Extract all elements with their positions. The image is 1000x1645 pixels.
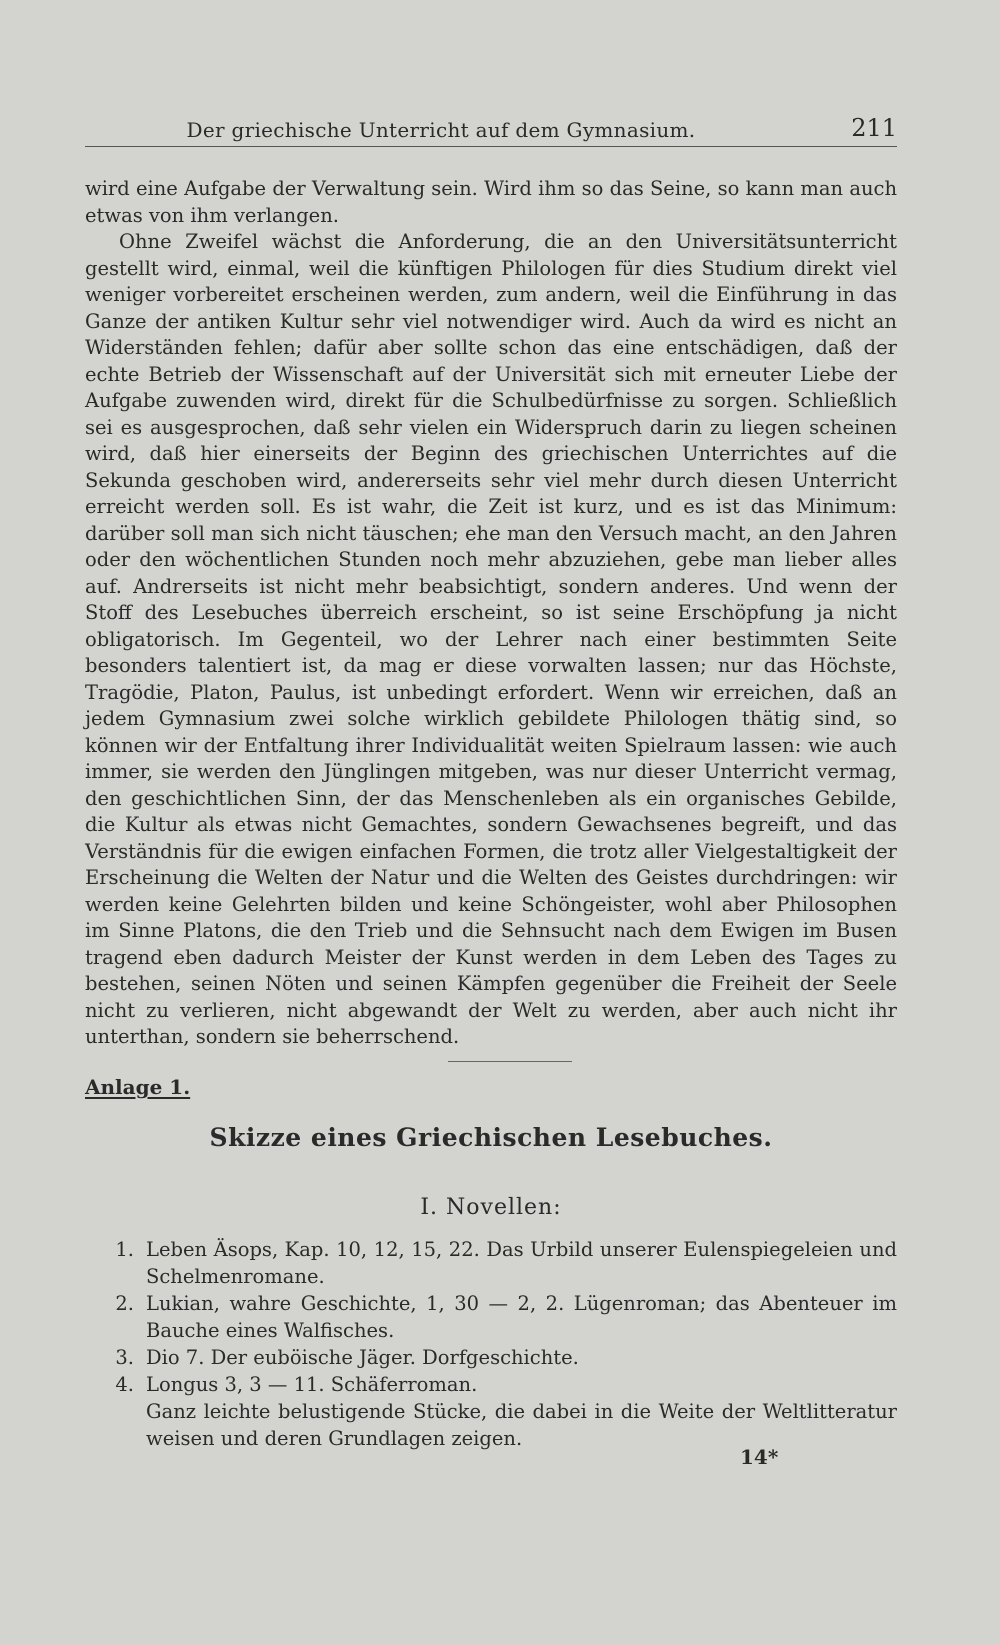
body-text	[85, 176, 897, 1051]
section-heading: I. Novellen:	[420, 1195, 562, 1220]
paragraph: Ohne Zweifel wächst die Anforderung, die an den Universitätsunterricht gestellt wird, einmal, weil die künftigen Philologen für dies Studium direkt viel weniger vorbereitet erscheinen werden, zum andern, weil die Einführung in das Ganze der antiken Kultur sehr viel notwendiger wird. Auch da wird es nicht an Widerständen fehlen; dafür aber sollte schon das eine entschädigen, daß der echte Betrieb der Wissenschaft auf der Universität sich mit erneuter Liebe der Aufgabe zuwenden wird, direkt für die Schulbedürfnisse zu sorgen. Schließlich sei es ausgesprochen, daß sehr vielen ein Widerspruch darin zu liegen scheinen wird, daß hier einerseits der Beginn des griechischen Unterrichtes auf die Sekunda geschoben wird, andererseits sehr viel mehr durch diesen Unterricht erreicht werden soll. Es ist wahr, die Zeit ist kurz, und es ist das Minimum: darüber soll man sich nicht täuschen; ehe man den Versuch macht, an den Jahren oder den wöchentlichen Stunden noch mehr abzuziehen, gebe man lieber alles auf. Andrerseits ist nicht mehr beabsichtigt, sondern anderes. Und wenn der Stoff des Lesebuches überreich erscheint, so ist seine Erschöpfung ja nicht obligatorisch. Im Gegenteil, wo der Lehrer nach einer bestimmten Seite besonders talentiert ist, da mag er diese vorwalten lassen; nur das Höchste, Tragödie, Platon, Paulus, ist unbedingt erfordert. Wenn wir erreichen, daß an jedem Gymnasium zwei solche wirklich gebildete Philologen thätig sind, so können wir der Entfaltung ihrer Individualität weiten Spielraum lassen: wie auch immer, sie werden den Jünglingen mitgeben, was nur dieser Unterricht vermag, den geschichtlichen Sinn, der das Menschenleben als ein organisches Gebilde, die Kultur als etwas nicht Gemachtes, sondern Gewachsenes begreift, und das Verständnis für die ewigen einfachen Formen, die trotz aller Vielgestaltigkeit der Erscheinung die Welten der Natur und die Welten des Geistes durchdringen: wir werden keine Gelehrten bilden und keine Schöngeister, wohl aber Philosophen im Sinne Platons, die den Trieb und die Sehnsucht nach dem Ewigen im Busen tragend eben dadurch Meister der Kunst werden in dem Leben des Tages zu bestehen, seinen Nöten und seinen Kämpfen gegenüber die Freiheit der Seele nicht zu verlieren, nicht abgewandt der Welt zu werden, aber auch nicht ihr unterthan, sondern sie beherrschend.	[85, 230, 897, 1048]
page-number: 211	[851, 114, 897, 142]
list-item	[100, 1290, 897, 1344]
list-item-number: 2.	[115, 1292, 134, 1315]
list-item-text: Leben Äsops, Kap. 10, 12, 15, 22. Das Urbild unserer Eulenspiegeleien und Schelmenromane.	[146, 1238, 897, 1288]
running-head: Der griechische Unterricht auf dem Gymnasium.	[186, 118, 696, 142]
appendix-title: Skizze eines Griechischen Lesebuches.	[209, 1123, 773, 1152]
list-item	[100, 1371, 897, 1398]
list-item	[100, 1344, 897, 1371]
appendix-label: Anlage 1.	[85, 1075, 191, 1099]
page-header	[85, 114, 897, 147]
list-item-number: 1.	[115, 1238, 134, 1261]
paragraph: wird eine Aufgabe der Verwaltung sein. Wird ihm so das Seine, so kann man auch etwas von ihm verlangen.	[85, 177, 897, 227]
list-note: Ganz leichte belustigende Stücke, die dabei in die Weite der Weltlitteratur weisen und deren Grundlagen zeigen.	[146, 1400, 897, 1450]
novellen-list	[100, 1236, 897, 1452]
section-divider	[448, 1061, 572, 1062]
list-item	[100, 1236, 897, 1290]
list-item-text: Longus 3, 3 — 11. Schäferroman.	[146, 1373, 478, 1396]
list-item-number: 4.	[115, 1373, 134, 1396]
list-item-text: Dio 7. Der euböische Jäger. Dorfgeschichte.	[146, 1346, 579, 1369]
signature-mark: 14*	[740, 1445, 779, 1469]
list-item-text: Lukian, wahre Geschichte, 1, 30 — 2, 2. Lügenroman; das Abenteuer im Bauche eines Walfisches.	[146, 1292, 897, 1342]
list-item-number: 3.	[115, 1346, 134, 1369]
